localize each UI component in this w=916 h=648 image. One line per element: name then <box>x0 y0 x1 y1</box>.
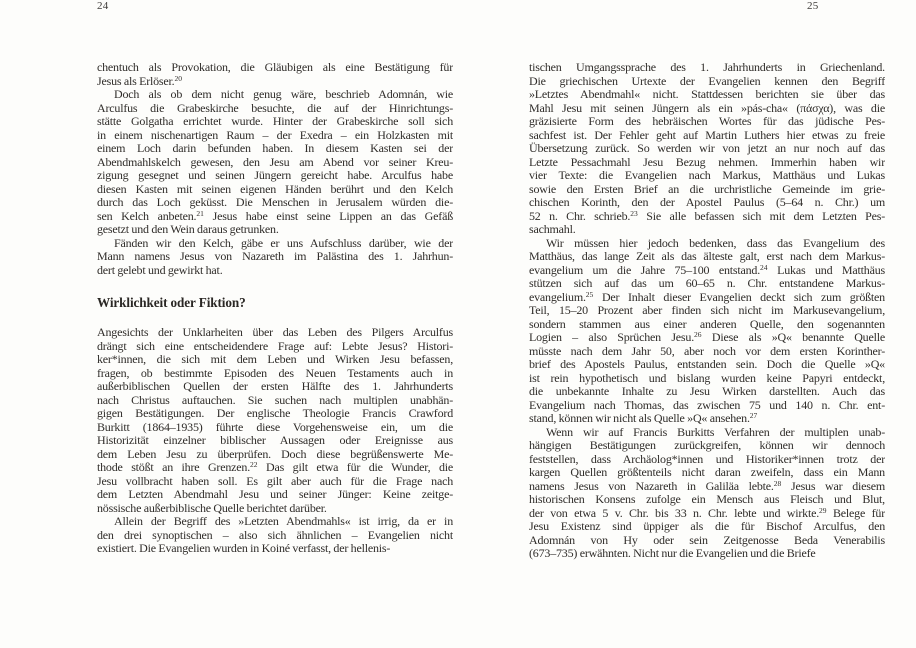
text-line: vier Texte: die Evangelien nach Markus, Matthäus und Lukas <box>529 169 885 182</box>
text-line: Angesichts der Unklarheiten über das Leben des Pilgers Arculfus <box>97 326 453 339</box>
footnote-ref: 27 <box>749 412 758 420</box>
text-line: Matthäus, das lange Zeit als das älteste galt, erst nach dem Markus- <box>529 250 885 263</box>
footnote-ref: 29 <box>819 506 827 515</box>
paragraph <box>97 88 453 237</box>
text-line: diesen Kasten mit seinen eigenen Händen berührt und den Kelch <box>97 182 453 196</box>
text-line: sondern stammen aus einer anderen Quelle, den sogenannten <box>529 317 885 331</box>
text-line: Evangelium nach Thomas, das zwischen 75 und 140 n. Chr. ent- <box>529 398 885 412</box>
text-line: brief des Apostels Paulus, entstanden sein. Doch die Quelle »Q« <box>529 358 885 371</box>
text-line: sachfest ist. Der Fehler geht auf Martin Luthers hier etwas zu freie <box>529 128 885 142</box>
text-line: stätte Golgatha errichtet wurde. Hinter der Grabeskirche soll sich <box>97 115 453 128</box>
text-line: sowie den Ersten Brief an die urchristliche Gemeinde im grie- <box>529 182 885 196</box>
footnote-ref: 23 <box>630 209 638 218</box>
text-line: sachmahl. <box>529 223 576 236</box>
text-line: thode stößt an ihre Grenzen.$^{22}$ Das gilt etwa für die Wunder, die <box>97 461 453 474</box>
text-line: gigen Bestätigungen. Der englische Theologie Francis Crawford <box>97 407 453 420</box>
footnote-ref: 24 <box>760 263 768 272</box>
text-line: Jesus als Erlöser.$^{20}$ <box>97 74 182 88</box>
text-line: stand, können wir nicht als Quelle »Q« ansehen.$^{27}$ <box>529 412 758 425</box>
text-line: Letzte Pessachmahl Jesu Bezug nehmen. Immerhin haben wir <box>529 155 885 169</box>
text-line: gräzisierte Form des hebräischen Wortes für das jüdische Pes- <box>529 115 885 128</box>
footnote-ref: 28 <box>773 479 782 488</box>
text-line: Abendmahlskelch gewesen, den Jesu am Abend vor seiner Kreu- <box>97 155 453 169</box>
text-line: ker*innen, die sich mit dem Leben und Wirken Jesu befassen, <box>97 353 453 366</box>
text-line: Die griechischen Urtexte der Evangelien kennen den Begriff <box>529 74 885 88</box>
text-line: historischen Konsens zufolge ein Mensch aus Fleisch und Blut, <box>529 493 885 506</box>
footnote-ref: 25 <box>585 290 594 299</box>
text-line: Historizität einzelner biblischer Aussagen oder Ereignisse aus <box>97 434 453 447</box>
text-line: müsste nach dem Jahr 50, aber noch vor dem ersten Korinther- <box>529 344 885 358</box>
text-line: der von etwa 5 v. Chr. bis 33 n. Chr. lebte und wirkte.$^{29}$ Belege für <box>529 506 885 520</box>
footnote-ref: 21 <box>196 209 204 218</box>
text-line: zigung gesegnet und seinen Jüngern gereicht habe. Arculfus habe <box>97 169 453 182</box>
text-line: einem Loch darin befunden haben. In diesem Kasten sei der <box>97 142 453 155</box>
left-page <box>97 0 453 648</box>
text-line: dert gelebt und gewirkt hat. <box>97 263 223 277</box>
text-line: Mahl Jesu mit seinen Jüngern als ein »pás-cha« (πάσχα), was die <box>529 101 885 115</box>
paragraph <box>97 326 453 515</box>
paragraph <box>529 426 885 561</box>
text-line: chentuch als Provokation, die Gläubigen als eine Bestätigung für <box>97 61 453 74</box>
page-number-left: 24 <box>97 0 109 12</box>
text-line: Mann namens Jesus von Nazareth im Palästina des 1. Jahrhun- <box>97 250 453 263</box>
paragraph <box>529 61 885 237</box>
text-line: Adomnán von Hy oder sein Zeitgenosse Beda Venerabilis <box>529 533 885 547</box>
footnote-ref: 20 <box>174 74 182 83</box>
text-line: gesetzt und den Wein daraus getrunken. <box>97 223 279 236</box>
text-line: Allein der Begriff des »Letzten Abendmahls« ist irrig, da er in <box>114 515 453 528</box>
paragraph <box>97 515 453 556</box>
text-line: evangelium.$^{25}$ Der Inhalt dieser Evangelien deckt sich zum größten <box>529 290 885 304</box>
text-line: Teil, 15–20 Prozent aber finden sich nicht im Markusevangelium, <box>529 304 885 317</box>
text-line: (673–735) erwähnten. Nicht nur die Evangelien und die Briefe <box>529 547 816 560</box>
text-line: die unbekannte Inhalte zu Jesu Wirken darstellten. Auch das <box>529 385 885 398</box>
text-line: Arculfus die Grabeskirche besuchte, die auf der Hinrichtungs- <box>97 101 453 115</box>
text-line: dem Letzten Abendmahl Jesu und seiner Jünger: Keine zeitge- <box>97 488 453 501</box>
right-page <box>529 0 885 648</box>
text-line: evangelium um die Jahre 75–100 entstand.$^{24}$ Lukas und Matthäus <box>529 263 885 277</box>
page-content <box>529 61 885 561</box>
text-line: »Letztes Abendmahl« nicht. Stattdessen berichten sie über das <box>529 88 885 101</box>
text-line: feststellen, dass Archäolog*innen und Historiker*innen trotz der <box>529 452 885 466</box>
text-line: ist rein hypothetisch und bislang wurden keine Papyri entdeckt, <box>529 371 885 385</box>
text-line: außerbiblischen Quellen der ersten Hälfte des 1. Jahrhunderts <box>97 380 453 393</box>
text-line: fragen, ob bestimmte Episoden des Neuen Testaments auch in <box>97 366 453 380</box>
text-line: Doch als ob dem nicht genug wäre, beschrieb Adomnán, wie <box>114 88 453 101</box>
paragraph <box>97 237 453 278</box>
text-line: Wir müssen hier jedoch bedenken, dass das Evangelium des <box>546 236 885 250</box>
paragraph <box>529 237 885 426</box>
text-line: in einem nischenartigen Raum – der Exedra – ein Holzkasten mit <box>97 128 453 142</box>
text-line: hängigen Bestätigungen zurückgreifen, können wir dennoch <box>529 439 885 452</box>
page-number-right: 25 <box>807 0 819 12</box>
paragraph <box>97 61 453 88</box>
section-heading: Wirklichkeit oder Fiktion? <box>97 295 246 310</box>
text-line: Wenn wir auf Francis Burkitts Verfahren der multiplen unab- <box>546 425 885 439</box>
text-line: namens Jesus von Nazareth in Galiläa lebte.$^{28}$ Jesus war diesem <box>529 479 885 493</box>
text-line: den drei synoptischen – also sich ähnlichen – Evangelien nicht <box>97 528 453 542</box>
text-line: tischen Umgangssprache des 1. Jahrhunderts in Griechenland. <box>529 61 885 74</box>
text-line: Jesu Existenz sind üppiger als die für Bischof Arculfus, den <box>529 520 885 533</box>
text-line: nössische außerbiblische Quelle berichtet darüber. <box>97 501 327 515</box>
text-line: kargen Quellen größtenteils nicht daran zweifeln, dass ein Mann <box>529 466 885 479</box>
footnote-ref: 26 <box>694 331 702 339</box>
page-content <box>97 61 453 556</box>
text-line: chischen Korinth, den der Apostel Paulus (5–64 n. Chr.) um <box>529 196 885 209</box>
text-line: nach Christus auftauchen. Sie suchen nach multiplen unabhän- <box>97 393 453 407</box>
footnote-ref: 22 <box>250 461 258 469</box>
text-line: sen Kelch anbeten.$^{21}$ Jesus habe einst seine Lippen an das Gefäß <box>97 209 453 223</box>
text-line: Jesu vollbracht haben soll. Es gilt aber auch für die Frage nach <box>97 474 453 488</box>
text-line: stützen sich auf das um 60–65 n. Chr. entstandene Markus- <box>529 277 885 290</box>
text-line: Burkitt (1864–1935) führte diese Vorgehensweise ein, um die <box>97 420 453 434</box>
text-line: existiert. Die Evangelien wurden in Koiné verfasst, der hellenis- <box>97 542 391 555</box>
text-line: Logien – also Sprüchen Jesu.$^{26}$ Diese als »Q« benannte Quelle <box>529 331 885 344</box>
text-line: Übersetzung zurück. So werden wir von jetzt an nur noch auf das <box>529 142 885 155</box>
text-line: 52 n. Chr. schrieb.$^{23}$ Sie alle befassen sich mit dem Letzten Pes- <box>529 209 885 223</box>
text-line: durch das Loch geküsst. Die Menschen in Jerusalem würden die- <box>97 196 453 209</box>
text-line: Fänden wir den Kelch, gäbe er uns Aufschluss darüber, wie der <box>114 236 453 250</box>
text-line: drängt sich eine entscheidendere Frage auf: Lebte Jesus? Histori- <box>97 339 453 353</box>
text-line: dem Leben Jesu zu überprüfen. Doch diese begrüßenswerte Me- <box>97 447 453 461</box>
